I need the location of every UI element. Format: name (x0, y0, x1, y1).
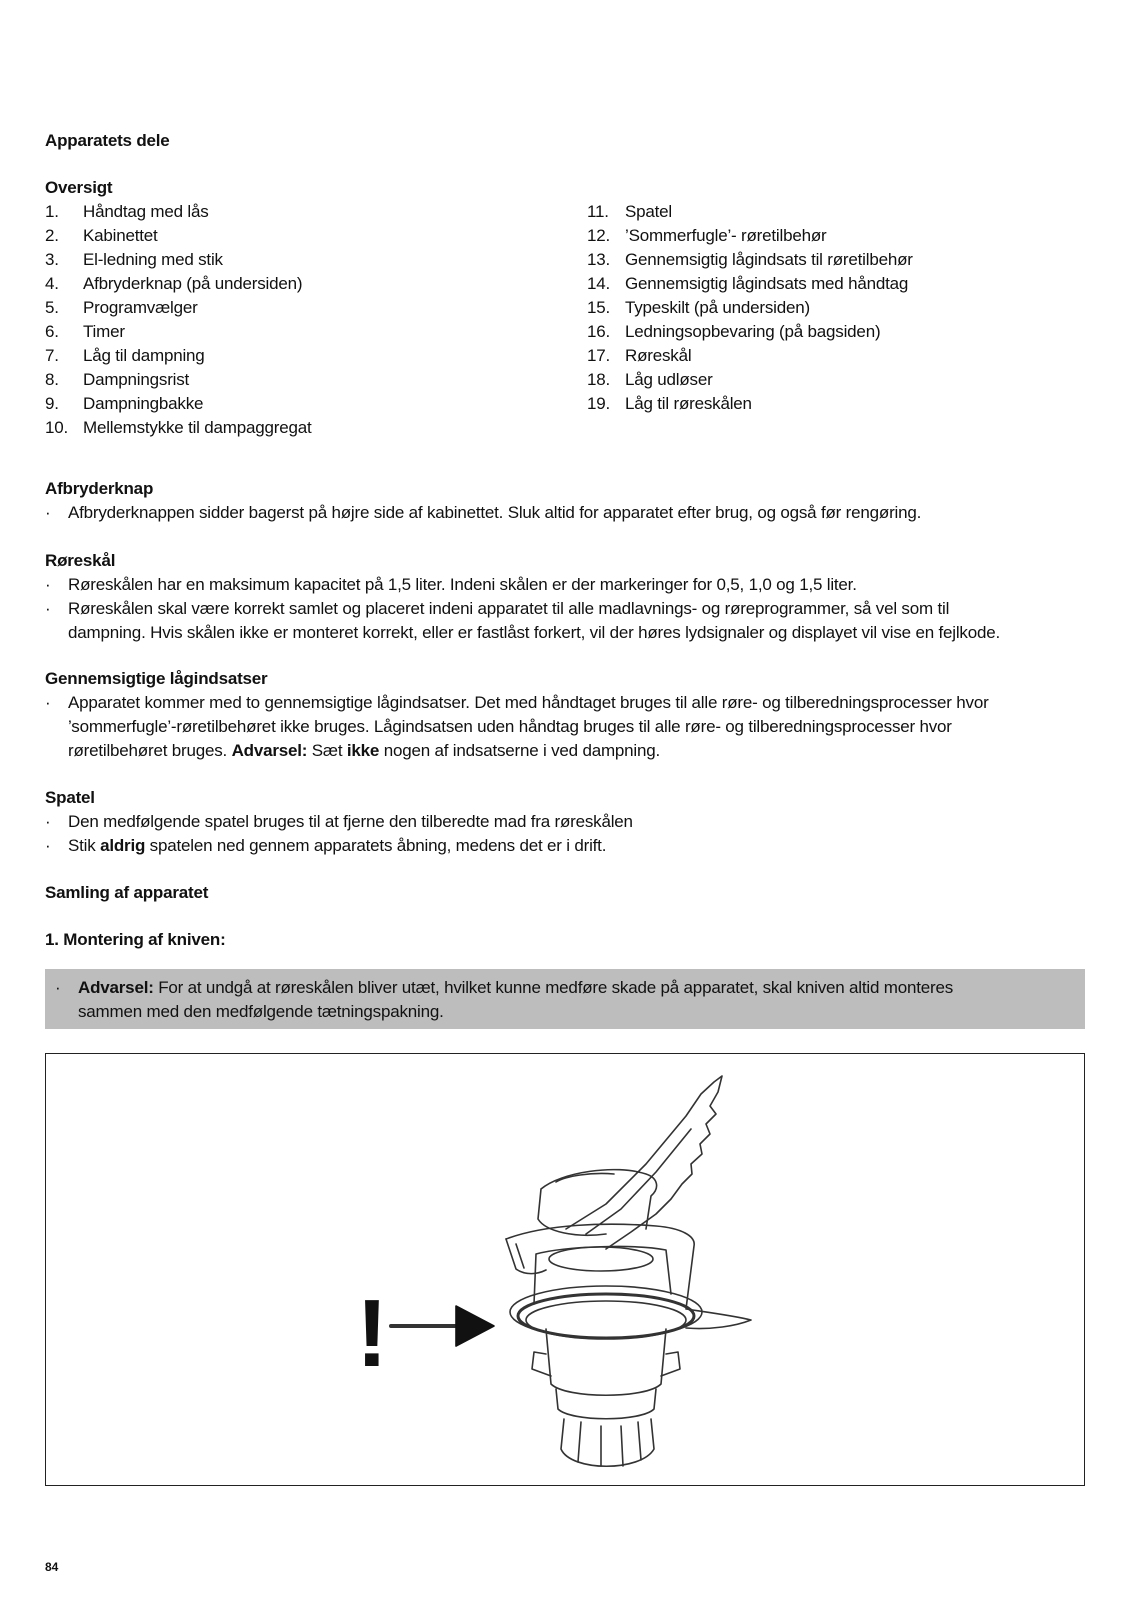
list-item: 2. Kabinettet (45, 226, 158, 245)
list-item: 10. Mellemstykke til dampaggregat (45, 418, 312, 437)
warning-label: Advarsel: (78, 978, 154, 997)
list-item: 12. ’Sommerfugle’- røretilbehør (587, 226, 827, 245)
page-title: Apparatets dele (45, 131, 170, 150)
switch-bullets: · Afbryderknappen sidder bagerst på højre side af kabinettet. Sluk altid for apparatet efter brug, og også før rengøring. (45, 501, 1085, 525)
blade-arm-cross (506, 1224, 751, 1328)
page-number: 84 (45, 1560, 59, 1574)
list-item: 6. Timer (45, 322, 125, 341)
bowl-bullets: · Røreskålen har en maksimum kapacitet på 1,5 liter. Indeni skålen er der markeringer for 0,5, 1,0 og 1,5 liter. · Røreskålen skal være korrekt samlet og placeret indeni apparatet til alle madlavnings- og røreprogrammer, så vel som til dampning. Hvis skålen ikke er monteret korrekt, eller er fastlåst forkert, vil der høres lydsignaler og displayet vil vise en fejlkode. (45, 575, 1001, 642)
exclamation-mark: ! (356, 1280, 388, 1387)
list-item: 9. Dampningbakke (45, 394, 204, 413)
bullet: · (45, 693, 51, 712)
blade-arm-upper (566, 1076, 722, 1249)
list-item: 3. El-ledning med stik (45, 250, 223, 269)
spatula-bullets: · Den medfølgende spatel bruges til at fjerne den tilberedte mad fra røreskålen · Stik aldrig spatelen ned gennem apparatets åbning, medens det er i drift. (45, 810, 1085, 858)
list-item: 8. Dampningsrist (45, 370, 190, 389)
lids-heading: Gennemsigtige lågindsatser (45, 669, 268, 688)
spatula-heading: Spatel (45, 788, 95, 807)
bullet: · (45, 812, 51, 831)
list-item: 18. Låg udløser (587, 370, 713, 389)
warning-box: · Advarsel: For at undgå at røreskålen bliver utæt, hvilket kunne medføre skade på apparatet, skal kniven altid monteres sammen med den medfølgende tætningspakning. (45, 969, 1085, 1029)
parts-list-right (587, 200, 1067, 416)
bullet: · (55, 978, 61, 997)
list-item: 5. Programvælger (45, 298, 198, 317)
switch-heading: Afbryderknap (45, 479, 154, 498)
lids-bullets: · Apparatet kommer med to gennemsigtige lågindsatser. Det med håndtaget bruges til alle røre- og tilberedningsprocesser hvor ’sommerfugle’-røretilbehøret ikke bruges. Lågindsatsen uden håndtag bruges til alle røre- og tilberedningsprocesser hvor røretilbehøret bruges. Advarsel: Sæt ikke nogen af indsatserne i ved dampning. (45, 693, 989, 760)
list-item: 15. Typeskilt (på undersiden) (587, 298, 810, 317)
list-item: 4. Afbryderknap (på undersiden) (45, 274, 303, 293)
list-item: 1. Håndtag med lås (45, 202, 209, 221)
bullet: · (45, 503, 51, 522)
list-item: 13. Gennemsigtig lågindsats til røretilbehør (587, 250, 913, 269)
list-item: 14. Gennemsigtig lågindsats med håndtag (587, 274, 909, 293)
list-item: 11. Spatel (587, 202, 673, 221)
list-item: 17. Røreskål (587, 346, 692, 365)
list-item: 19. Låg til røreskålen (587, 394, 752, 413)
bullet: · (45, 836, 51, 855)
bullet: · (45, 575, 51, 594)
bullet: · (45, 599, 51, 618)
list-item: 7. Låg til dampning (45, 346, 205, 365)
bowl-heading: Røreskål (45, 551, 116, 570)
assembly-step-heading: 1. Montering af kniven: (45, 930, 226, 949)
assembly-heading: Samling af apparatet (45, 883, 209, 902)
blade-illustration (46, 1054, 1083, 1484)
parts-list-left (45, 200, 565, 440)
blade-assembly-figure (45, 1053, 1085, 1486)
overview-heading: Oversigt (45, 178, 113, 197)
list-item: 16. Ledningsopbevaring (på bagsiden) (587, 322, 881, 341)
